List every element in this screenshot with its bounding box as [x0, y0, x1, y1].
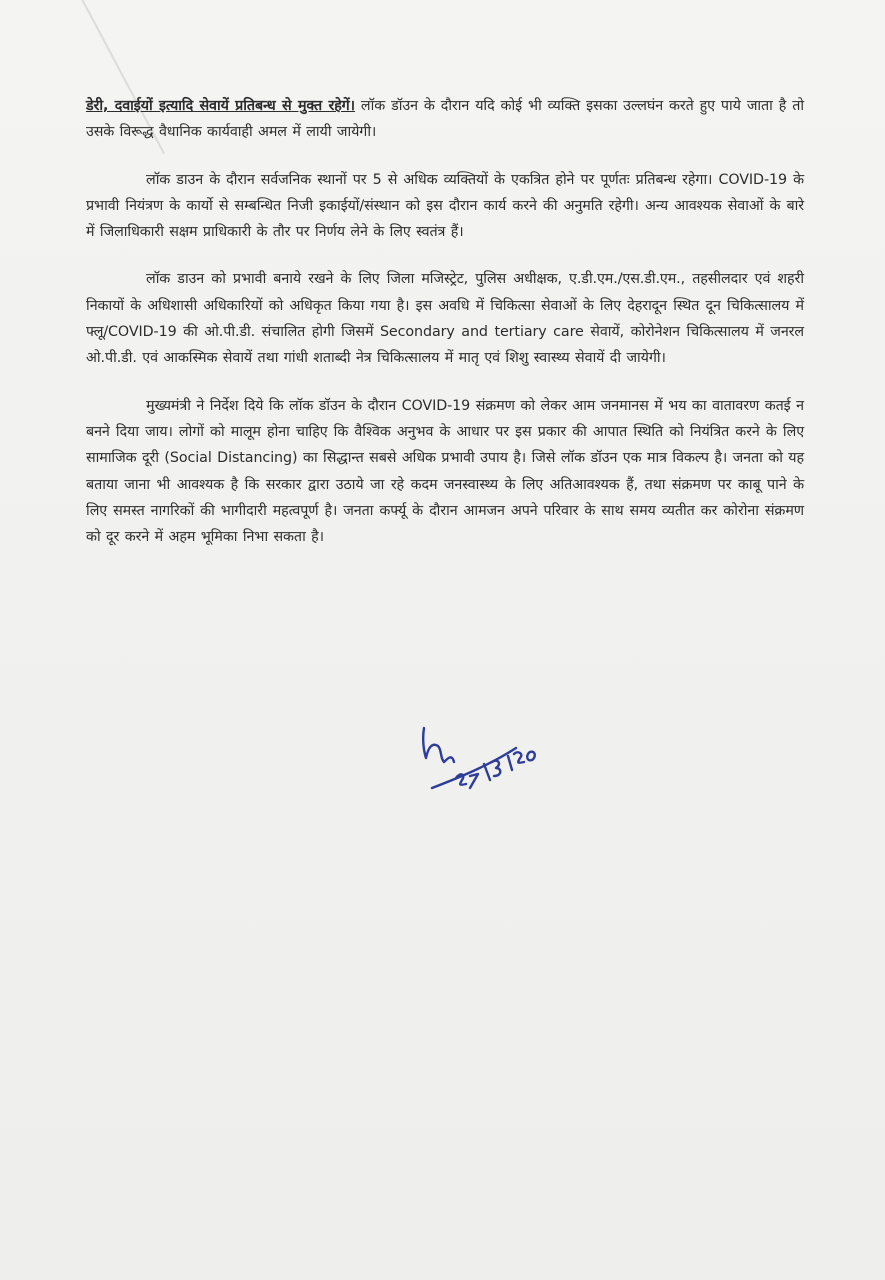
paragraph-1-rest: लॉक डॉउन के दौरान यदि कोई भी व्यक्ति इसका उल्लघंन करते हुए पाये जाता है तो उसके विरूद्ध वैधानिक कार्यवाही अमल में लायी जायेगी। — [86, 98, 804, 141]
handwritten-signature — [418, 718, 548, 808]
paragraph-1 — [86, 93, 804, 146]
paragraph-2: लॉक डाउन के दौरान सर्वजनिक स्थानों पर 5 से अधिक व्यक्तियों के एकत्रित होने पर पूर्णतः प्रतिबन्ध रहेगा। COVID-19 के प्रभावी नियंत्रण के कार्यो से सम्बन्धित निजी इकाईयों/संस्थान को इस दौरान कार्य करने की अनुमति रहेगी। अन्य आवश्यक सेवाओं के बारे में जिलाधिकारी सक्षम प्राधिकारी के तौर पर निर्णय लेने के लिए स्वतंत्र हैं। — [86, 171, 804, 241]
paragraph-1-lead: डेरी, दवाईयों इत्यादि सेवायें प्रतिबन्ध से मुक्त रहेगें। — [86, 98, 355, 114]
paragraph-4: मुख्यमंत्री ने निर्देश दिये कि लॉक डॉउन के दौरान COVID-19 संक्रमण को लेकर आम जनमानस में भय का वातावरण कतई न बनने दिया जाय। लोगों को मालूम होना चाहिए कि वैश्विक अनुभव के आधार पर इस प्रकार की आपात स्थिति को नियंत्रित करने के लिए सामाजिक दूरी (Social Distancing) का सिद्धान्त सबसे अधिक प्रभावी उपाय है। जिसे लॉक डॉउन एक मात्र विकल्प है। जनता को यह बताया जाना भी आवश्यक है कि सरकार द्वारा उठाये जा रहे कदम जनस्वास्थ्य के लिए अतिआवश्यक हैं, तथा संक्रमण पर काबू पाने के लिए समस्त नागरिकों की भागीदारी महत्वपूर्ण है। जनता कर्फ्यू के दौरान आमजन अपने परिवार के साथ समय व्यतीत कर कोरोना संक्रमण को दूर करने में अहम भूमिका निभा सकता है। — [86, 397, 804, 546]
document-body — [86, 93, 804, 550]
paragraph-3: लॉक डाउन को प्रभावी बनाये रखने के लिए जिला मजिस्ट्रेट, पुलिस अधीक्षक, ए.डी.एम./एस.डी.एम., तहसीलदार एवं शहरी निकायों के अधिशासी अधिकारियों को अधिकृत किया गया है। इस अवधि में चिकित्सा सेवाओं के लिए देहरादून स्थित दून चिकित्सालय में फ्लू/COVID-19 की ओ.पी.डी. संचालित होगी जिसमें Secondary and tertiary care सेवायें, कोरोनेशन चिकित्सालय में जनरल ओ.पी.डी. एवं आकस्मिक सेवायें तथा गांधी शताब्दी नेत्र चिकित्सालय में मातृ एवं शिशु स्वास्थ्य सेवायें दी जायेगी। — [86, 271, 804, 367]
